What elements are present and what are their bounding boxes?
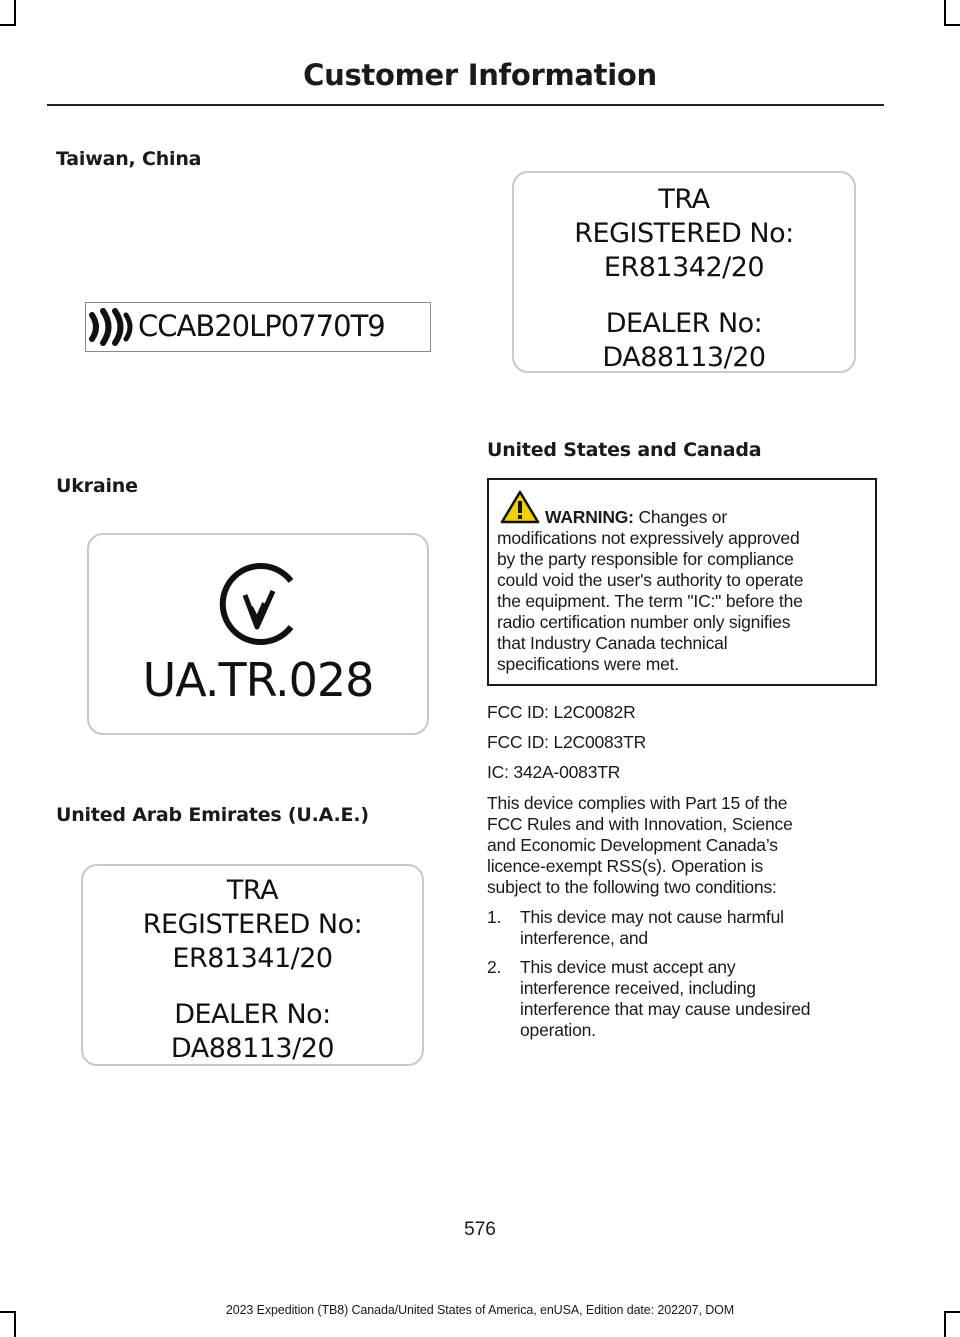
ukraine-conformity-label bbox=[87, 533, 429, 735]
ncc-code: CCAB20LP0770T9 bbox=[138, 309, 385, 343]
tra-line: REGISTERED No: bbox=[142, 909, 363, 940]
crop-mark bbox=[944, 0, 946, 24]
section-heading-ukraine: Ukraine bbox=[56, 475, 138, 497]
uae-tra-registration-label bbox=[81, 864, 424, 1066]
warning-text bbox=[497, 507, 869, 675]
warning-line: that Industry Canada technical bbox=[497, 633, 728, 653]
compliance-line: This device complies with Part 15 of the bbox=[487, 793, 788, 813]
warning-box bbox=[487, 478, 877, 686]
tra-line: ER81342/20 bbox=[603, 252, 765, 283]
tra-registration-label bbox=[512, 171, 856, 373]
compliance-line: and Economic Development Canada’s bbox=[487, 835, 778, 855]
tra-line: DA88113/20 bbox=[170, 1033, 335, 1064]
list-line: interference received, including bbox=[520, 978, 756, 998]
crop-mark bbox=[14, 0, 16, 24]
section-heading-taiwan: Taiwan, China bbox=[56, 148, 202, 170]
section-heading-uae: United Arab Emirates (U.A.E.) bbox=[56, 804, 369, 826]
tra-line bbox=[514, 285, 854, 307]
list-line: This device must accept any bbox=[520, 957, 736, 977]
section-heading-us-canada: United States and Canada bbox=[487, 439, 762, 461]
fcc-id: FCC ID: L2C0083TR bbox=[487, 732, 647, 752]
warning-label: WARNING: bbox=[545, 507, 634, 527]
ic-id: IC: 342A-0083TR bbox=[487, 762, 621, 782]
tra-line: TRA bbox=[226, 875, 279, 906]
header-divider bbox=[47, 104, 884, 106]
list-number: 2. bbox=[487, 957, 502, 977]
list-line: interference, and bbox=[520, 928, 648, 948]
warning-line: radio certification number only signifies bbox=[497, 612, 791, 632]
crop-mark bbox=[944, 24, 960, 26]
list-line: This device may not cause harmful bbox=[520, 907, 784, 927]
fcc-id: FCC ID: L2C0082R bbox=[487, 702, 636, 722]
ncc-certification-label bbox=[85, 302, 431, 352]
tra-line: REGISTERED No: bbox=[574, 218, 794, 249]
warning-line: could void the user's authority to operate bbox=[497, 570, 804, 590]
compliance-line: FCC Rules and with Innovation, Science bbox=[487, 814, 793, 834]
tra-line: DEALER No: bbox=[605, 308, 763, 339]
warning-line: by the party responsible for compliance bbox=[497, 549, 794, 569]
page-title: Customer Information bbox=[303, 58, 657, 92]
warning-line: the equipment. The term "IC:" before the bbox=[497, 591, 803, 611]
warning-line: Changes or bbox=[633, 507, 727, 527]
ncc-mark-icon bbox=[88, 307, 134, 352]
footer-edition-info: 2023 Expedition (TB8) Canada/United States of America, enUSA, Edition date: 202207, DOM bbox=[225, 1303, 735, 1317]
tra-line: TRA bbox=[658, 184, 710, 215]
compliance-line: subject to the following two conditions: bbox=[487, 877, 777, 897]
tra-line bbox=[83, 976, 422, 998]
list-number: 1. bbox=[487, 907, 502, 927]
crop-mark bbox=[0, 24, 16, 26]
compliance-line: licence-exempt RSS(s). Operation is bbox=[487, 856, 764, 876]
list-line: interference that may cause undesired bbox=[520, 999, 811, 1019]
tra-line: DA88113/20 bbox=[602, 342, 766, 373]
warning-line: modifications not expressively approved bbox=[497, 528, 800, 548]
page-number: 576 bbox=[464, 1219, 496, 1240]
warning-line: specifications were met. bbox=[497, 654, 679, 674]
list-line: operation. bbox=[520, 1020, 596, 1040]
ukraine-mark-text: UA.TR.028 bbox=[142, 653, 374, 707]
tra-line: DEALER No: bbox=[174, 999, 331, 1030]
compliance-paragraph bbox=[487, 793, 882, 898]
tra-line: ER81341/20 bbox=[172, 943, 333, 974]
ukraine-conformity-mark-icon bbox=[207, 557, 307, 655]
